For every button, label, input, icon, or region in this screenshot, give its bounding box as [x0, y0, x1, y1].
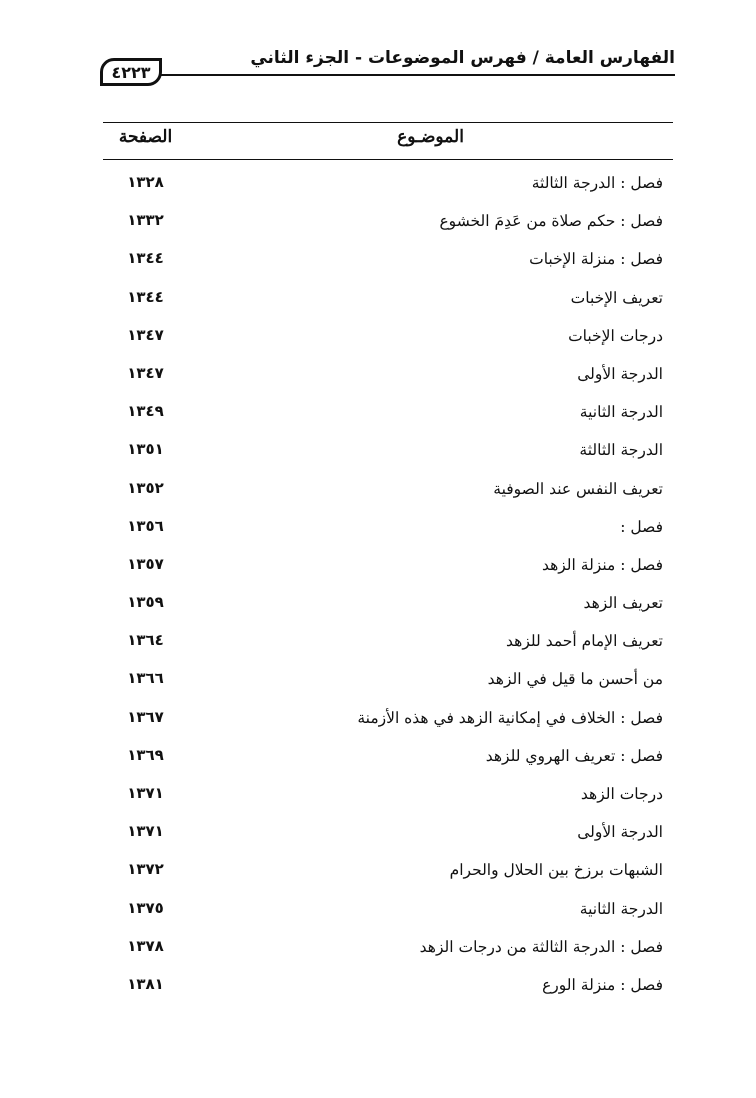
table-row: [103, 283, 673, 321]
table-of-contents: [103, 122, 673, 1008]
table-row: [103, 626, 673, 664]
row-page-number: ١٣٦٩: [127, 745, 164, 764]
running-header: [100, 44, 675, 90]
row-topic: درجات الزهد: [580, 785, 663, 803]
page-number: ٤٢٢٣: [100, 58, 162, 86]
table-row: [103, 588, 673, 626]
table-row: [103, 474, 673, 512]
table-row: [103, 703, 673, 741]
table-row: [103, 397, 673, 435]
row-page-number: ١٣٦٤: [127, 631, 164, 650]
row-page-number: ١٣٤٧: [127, 325, 164, 344]
row-page-number: ١٣٧٢: [127, 860, 164, 879]
header-title: الفهارس العامة / فهرس الموضوعات - الجزء الثاني: [250, 48, 675, 68]
table-row: [103, 550, 673, 588]
row-page-number: ١٣٨١: [127, 974, 164, 993]
row-topic: تعريف الإخبات: [570, 288, 663, 307]
row-page-number: ١٣٤٤: [127, 287, 164, 306]
table-row: [103, 321, 673, 359]
table-row: [103, 817, 673, 855]
header-rule: [160, 74, 675, 76]
row-topic: الدرجة الأولى: [577, 823, 663, 842]
row-page-number: ١٣٥١: [127, 440, 164, 459]
row-topic: تعريف النفس عند الصوفية: [493, 479, 663, 498]
row-topic: الشبهات برزخ بين الحلال والحرام: [449, 861, 663, 880]
row-topic: فصل : الدرجة الثالثة: [531, 174, 663, 192]
topic-column-header: الموضـوع: [397, 127, 464, 147]
table-row: [103, 168, 673, 206]
row-topic: من أحسن ما قيل في الزهد: [487, 670, 663, 689]
row-topic: فصل : منزلة الورع: [542, 975, 663, 994]
row-page-number: ١٣٧١: [127, 784, 164, 802]
table-row: [103, 664, 673, 702]
row-page-number: ١٣٧١: [127, 822, 164, 841]
row-topic: فصل :: [620, 517, 663, 536]
row-page-number: ١٣٦٦: [127, 669, 164, 688]
row-page-number: ١٣٤٩: [127, 402, 164, 421]
table-row: [103, 359, 673, 397]
row-topic: فصل : منزلة الزهد: [541, 555, 663, 574]
table-row: [103, 932, 673, 970]
row-page-number: ١٣٥٦: [127, 516, 164, 535]
row-page-number: ١٣٧٨: [127, 936, 164, 955]
table-row: [103, 244, 673, 282]
row-topic: تعريف الإمام أحمد للزهد: [506, 632, 663, 651]
table-row: [103, 435, 673, 473]
row-topic: الدرجة الثانية: [579, 899, 663, 918]
table-row: [103, 855, 673, 893]
row-topic: فصل : الخلاف في إمكانية الزهد في هذه الأزمنة: [357, 708, 663, 727]
table-row: [103, 741, 673, 779]
row-topic: الدرجة الثانية: [579, 403, 663, 422]
table-row: [103, 779, 673, 817]
table-body: [103, 168, 673, 1008]
row-page-number: ١٣٢٨: [127, 173, 164, 191]
row-page-number: ١٣٥٩: [127, 593, 164, 612]
row-topic: فصل : الدرجة الثالثة من درجات الزهد: [419, 937, 663, 956]
table-row: [103, 970, 673, 1008]
row-page-number: ١٣٥٢: [127, 478, 164, 497]
row-topic: تعريف الزهد: [583, 594, 663, 613]
row-page-number: ١٣٧٥: [127, 898, 164, 917]
row-page-number: ١٣٤٤: [127, 249, 164, 268]
row-page-number: ١٣٦٧: [127, 707, 164, 726]
table-row: [103, 894, 673, 932]
row-topic: فصل : تعريف الهروي للزهد: [485, 746, 663, 765]
row-page-number: ١٣٤٧: [127, 363, 164, 382]
table-header: [103, 122, 673, 160]
row-page-number: ١٣٣٢: [127, 211, 164, 230]
page-column-header: الصفحة: [118, 127, 173, 147]
row-topic: الدرجة الأولى: [577, 364, 663, 383]
row-topic: درجات الإخبات: [568, 326, 663, 345]
row-topic: فصل : حكم صلاة من عَدِمَ الخشوع: [439, 212, 663, 231]
row-topic: فصل : منزلة الإخبات: [529, 250, 663, 269]
row-page-number: ١٣٥٧: [127, 554, 164, 573]
row-topic: الدرجة الثالثة: [579, 441, 663, 460]
table-row: [103, 512, 673, 550]
table-row: [103, 206, 673, 244]
